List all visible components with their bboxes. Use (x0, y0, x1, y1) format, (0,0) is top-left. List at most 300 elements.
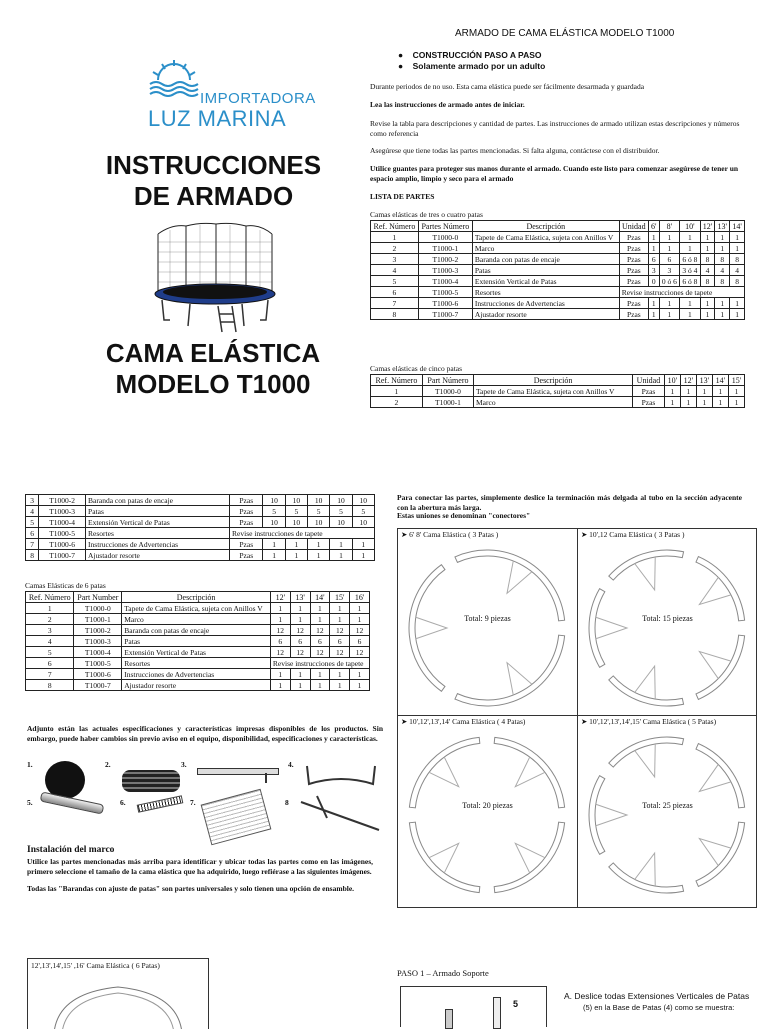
table-cell: 4 (730, 265, 745, 276)
table-cell: Instrucciones de Advertencias (472, 298, 619, 309)
table-cell: 1 (350, 680, 370, 691)
table-cell: 10 (285, 517, 307, 528)
frame-tube-segment (696, 635, 745, 699)
table-header-cell: Descripción (472, 221, 619, 232)
table-cell: 1 (350, 669, 370, 680)
leg-segment (699, 764, 731, 791)
table-header-row (371, 221, 745, 232)
table-cell: 1 (648, 298, 659, 309)
table1-caption: Camas elásticas de tres o cuatro patas (370, 210, 483, 219)
table-header-cell: 14' (730, 221, 745, 232)
leg-segment (515, 843, 545, 873)
table-cell: 1 (680, 232, 700, 243)
table-row (371, 287, 745, 298)
table-cell: 6 (26, 528, 39, 539)
table-cell: 1 (696, 386, 712, 397)
table-cell: T1000-4 (74, 647, 122, 658)
table-cell: 8 (371, 309, 419, 320)
frame-tube-segment (589, 589, 605, 668)
table-cell: Marco (122, 614, 271, 625)
frame-install-p2: Todas las "Barandas con ajuste de patas" son partes universales y solo tienen una opción de ensamble. (27, 884, 355, 893)
diagram-label: ➤ 10',12 Cama Elástica ( 3 Patas ) (581, 530, 685, 539)
table-cell: 5 (263, 506, 285, 517)
parts-pictures (25, 758, 385, 838)
table-cell: 6 (330, 636, 350, 647)
table-cell: 1 (330, 539, 352, 550)
frame-diagram (578, 529, 757, 715)
table-row (371, 397, 745, 408)
leg-base-foot (265, 773, 267, 783)
bullet-dot-icon: ● (398, 50, 404, 60)
leg-segment (507, 663, 532, 695)
table-cell: 12 (310, 647, 330, 658)
table-cell: 10 (352, 495, 374, 506)
table-cell: 1 (712, 386, 728, 397)
table-cell: 4 (26, 636, 74, 647)
table-cell: 1 (310, 669, 330, 680)
frame-diagram (398, 529, 577, 715)
frame-ring-diagram (402, 730, 572, 900)
sun-waves-icon (144, 58, 204, 98)
parts-table-5-legs-continued (25, 494, 375, 561)
step1-title: PASO 1 – Armado Soporte (397, 968, 489, 978)
table-cell: Pzas (633, 386, 665, 397)
table-header-cell: 15' (330, 592, 350, 603)
frame-tube-segment (409, 737, 479, 807)
bullet-2 (398, 61, 545, 71)
table-cell: 6 (350, 636, 370, 647)
diagram-label: ➤ 6' 8' Cama Elástica ( 3 Patas ) (401, 530, 499, 539)
table-cell: 6 (371, 287, 419, 298)
table-cell: 10 (308, 495, 330, 506)
table-row (371, 265, 745, 276)
table-cell: Ajustador resorte (122, 680, 271, 691)
table-row (26, 495, 375, 506)
table-row (26, 647, 370, 658)
table-cell: 12 (270, 625, 290, 636)
table-cell: 1 (730, 243, 745, 254)
frame-diagram (578, 716, 757, 902)
table-header-cell: Part Número (422, 375, 473, 386)
table-cell: 12 (350, 625, 370, 636)
table-cell: Revise instrucciones de tapete (619, 287, 744, 298)
leg-segment (507, 561, 532, 593)
cover-title-1: INSTRUCCIONES (105, 150, 322, 180)
u-leg-picture (303, 762, 379, 790)
intro-p5: Utilice guantes para proteger sus manos durante el armado. Cuando este listo para comenzar asegúrese de tener un espacio amplio, limpio y seco para el armado (370, 164, 739, 183)
table-cell: Extensión Vertical de Patas (86, 517, 230, 528)
diagram-label: ➤ 10',12',13',14',15' Cama Elástica ( 5 Patas) (581, 717, 717, 726)
table-cell: 1 (648, 243, 659, 254)
table-cell: 1 (330, 669, 350, 680)
table-cell: Ajustador resorte (472, 309, 619, 320)
table-cell: 4 (700, 265, 715, 276)
table-cell: T1000-4 (418, 276, 472, 287)
table-cell: 12 (290, 625, 310, 636)
frame-tube-segment (589, 776, 605, 855)
table-header-cell: 10' (680, 221, 700, 232)
table-cell: 6 (26, 658, 74, 669)
frame-tube-segment (696, 822, 745, 886)
part-label-7: 7. (190, 798, 196, 807)
table-row (26, 603, 370, 614)
table-row (26, 539, 375, 550)
table-header-cell: 8' (659, 221, 679, 232)
table-cell: Patas (472, 265, 619, 276)
table-row (26, 614, 370, 625)
table-cell: 1 (715, 309, 730, 320)
part-label-2: 2. (105, 760, 111, 769)
diagram-6-legs (27, 958, 209, 1029)
part-label-6: 6. (120, 798, 126, 807)
frame-tube-segment (409, 822, 479, 892)
table-header-cell: Unidad (619, 221, 648, 232)
table-header-row (26, 592, 370, 603)
table-cell: T1000-0 (418, 232, 472, 243)
table-row (26, 625, 370, 636)
table-cell: 1 (290, 603, 310, 614)
spec-note: Adjunto están las actuales especificaciones y características impresas disponibles de los productos. Sin embargo, puede haber cambios sin previo aviso en el equipo, disponibilidad, especificaciones y características. (27, 724, 383, 743)
frame-tube-segment (609, 676, 684, 706)
table-cell: 1 (659, 232, 679, 243)
spring-picture (137, 795, 184, 812)
table-row (371, 309, 745, 320)
table-cell: 10 (263, 495, 285, 506)
part-label-3: 3. (181, 760, 187, 769)
table-header-cell: Ref. Número (371, 221, 419, 232)
table-cell: 1 (330, 603, 350, 614)
table-header-cell: 12' (700, 221, 715, 232)
table-cell: Pzas (230, 506, 263, 517)
table-row (371, 254, 745, 265)
table-header-row (371, 375, 745, 386)
table-row (26, 506, 375, 517)
spring-puller-picture (297, 792, 383, 836)
table-cell: T1000-3 (39, 506, 86, 517)
table-cell: Pzas (633, 397, 665, 408)
table-header-cell: 12' (680, 375, 696, 386)
table-cell: 12 (330, 647, 350, 658)
table-cell: 3 (648, 265, 659, 276)
table-cell: 3 (659, 265, 679, 276)
table-cell: T1000-5 (418, 287, 472, 298)
bullet-dot-icon: ● (398, 61, 404, 71)
table-cell: 1 (664, 386, 680, 397)
part-label-4: 4. (288, 760, 294, 769)
table-cell: 1 (330, 680, 350, 691)
table-cell: Extensión Vertical de Patas (122, 647, 271, 658)
diagram-total: Total: 9 piezas (464, 614, 511, 623)
frame-ring-diagram (582, 543, 752, 713)
step1-a: A. Deslice todas Extensiones Verticales de Patas (564, 991, 750, 1001)
table-cell: T1000-3 (74, 636, 122, 647)
frame-diagrams (397, 528, 757, 908)
company-logo (140, 58, 316, 138)
table-header-cell: 14' (310, 592, 330, 603)
frame-install-title: Instalación del marco (27, 845, 115, 855)
table-row (371, 232, 745, 243)
table-cell: 8 (730, 254, 745, 265)
leg-segment (699, 839, 731, 866)
diagram-total: Total: 25 piezas (642, 801, 693, 810)
table-cell: Instrucciones de Advertencias (86, 539, 230, 550)
step1-a-2: (5) en la Base de Patas (4) como se muestra: (583, 1003, 735, 1012)
intro-p2: Lea las instrucciones de armado antes de iniciar. (370, 100, 525, 109)
table-cell: 1 (696, 397, 712, 408)
table-cell: 5 (26, 647, 74, 658)
table-cell: 1 (648, 232, 659, 243)
table-cell: 12 (270, 647, 290, 658)
table-cell: 1 (728, 386, 744, 397)
table-cell: 1 (308, 539, 330, 550)
table-header-cell: 13' (696, 375, 712, 386)
table-cell: T1000-1 (418, 243, 472, 254)
frame-tube-segment (455, 550, 565, 621)
table-row (26, 669, 370, 680)
table-cell: T1000-2 (39, 495, 86, 506)
table-cell: 0 (648, 276, 659, 287)
bullet-2-text: Solamente armado por un adulto (412, 61, 546, 71)
intro-p3: Revise la tabla para descripciones y cantidad de partes. Las instrucciones de armado utilizan estas descripciones y números como referencia (370, 119, 740, 138)
table-cell: 12 (330, 625, 350, 636)
table-cell: 5 (26, 517, 39, 528)
cover-product-2: MODELO T1000 (115, 369, 311, 399)
table-cell: 7 (371, 298, 419, 309)
table-cell: 2 (371, 243, 419, 254)
diagram-total: Total: 20 piezas (462, 801, 513, 810)
table-header-cell: 15' (728, 375, 744, 386)
diagram-total: Total: 15 piezas (642, 614, 693, 623)
table-cell: 1 (680, 309, 700, 320)
table-cell: 5 (285, 506, 307, 517)
table-cell: 3 (371, 254, 419, 265)
cover-title-2: DE ARMADO (133, 181, 294, 211)
table-cell: 8 (700, 276, 715, 287)
part-label-5: 5. (27, 798, 33, 807)
frame-tube-segment (455, 635, 565, 706)
table-cell: 1 (680, 243, 700, 254)
table-cell: 1 (715, 232, 730, 243)
table-row (26, 550, 375, 561)
table-header-cell: 13' (715, 221, 730, 232)
table-cell: 1 (648, 309, 659, 320)
table-cell: 6 (659, 254, 679, 265)
frame-tube-segment (494, 737, 564, 807)
table-cell: 1 (330, 614, 350, 625)
table-cell: Pzas (619, 309, 648, 320)
table-cell: 1 (715, 243, 730, 254)
trampoline-illustration (150, 222, 280, 334)
table-row (26, 517, 375, 528)
table-cell: Pzas (230, 495, 263, 506)
table-cell: Ajustador resorte (86, 550, 230, 561)
table-cell: Patas (86, 506, 230, 517)
table-cell: T1000-7 (74, 680, 122, 691)
table-cell: 1 (310, 614, 330, 625)
parts-table-6-legs (25, 591, 370, 691)
table-header-cell: Unidad (633, 375, 665, 386)
leg-segment (429, 757, 459, 787)
connect-p2: Estas uniones se denominan "conectores" (397, 511, 531, 520)
table-cell: Pzas (619, 254, 648, 265)
table-cell: Pzas (230, 539, 263, 550)
leg-segment (429, 843, 459, 873)
frame-tube-segment (609, 550, 684, 580)
table-cell: 1 (700, 243, 715, 254)
table-header-cell: Part Number (74, 592, 122, 603)
table-cell: 6 ó 8 (680, 276, 700, 287)
table-cell: 1 (350, 614, 370, 625)
table-cell: 5 (308, 506, 330, 517)
table4-caption: Camas Elásticas de 6 patas (25, 581, 106, 590)
table-cell: 8 (715, 276, 730, 287)
frame-ring-diagram (402, 543, 572, 713)
leg-segment (699, 652, 731, 679)
table-cell: T1000-6 (418, 298, 472, 309)
table-cell: 1 (330, 550, 352, 561)
diagram-label: ➤ 10',12',13',14' Cama Elástica ( 4 Patas) (401, 717, 526, 726)
table-cell: 10 (352, 517, 374, 528)
table-cell: 5 (352, 506, 374, 517)
table-cell: T1000-0 (422, 386, 473, 397)
frame-tubes-picture (122, 770, 180, 792)
table-header-cell: Descripción (122, 592, 271, 603)
table-cell: 3 ó 4 (680, 265, 700, 276)
table-row (26, 658, 370, 669)
table-cell: 1 (263, 550, 285, 561)
table-cell: T1000-6 (74, 669, 122, 680)
table-cell: Pzas (619, 276, 648, 287)
table-cell: 10 (285, 495, 307, 506)
table-row (371, 276, 745, 287)
table-header-cell: 16' (350, 592, 370, 603)
step1-picture (400, 986, 547, 1027)
table-cell: Resortes (472, 287, 619, 298)
table-cell: 1 (712, 397, 728, 408)
table-cell: 6 ó 8 (680, 254, 700, 265)
table-cell: 1 (730, 232, 745, 243)
table-cell: 8 (700, 254, 715, 265)
leg-segment (699, 577, 731, 604)
logo-line1: IMPORTADORA (200, 90, 316, 107)
table-cell: 1 (270, 614, 290, 625)
part-label-1: 1. (27, 760, 33, 769)
table-cell: 6 (648, 254, 659, 265)
table-cell: T1000-4 (39, 517, 86, 528)
table-cell: 0 ó 6 (659, 276, 679, 287)
table-cell: 1 (290, 614, 310, 625)
table-cell: 12 (310, 625, 330, 636)
table-cell: Baranda con patas de encaje (122, 625, 271, 636)
connect-p1: Para conectar las partes, simplemente deslice la terminación más delgada al tubo en la sección adyacente con la abertura más larga. (397, 493, 742, 512)
table-cell: 1 (285, 550, 307, 561)
table-cell: 12 (350, 647, 370, 658)
table-cell: 1 (263, 539, 285, 550)
table-row (371, 243, 745, 254)
table-cell: 10 (263, 517, 285, 528)
table-cell: Marco (474, 397, 633, 408)
table-cell: 1 (290, 669, 310, 680)
table-cell: 5 (330, 506, 352, 517)
table-cell: Tapete de Cama Elástica, sujeta con Anillos V (472, 232, 619, 243)
table-cell: 1 (270, 680, 290, 691)
table-cell: T1000-7 (39, 550, 86, 561)
table-cell: 1 (371, 232, 419, 243)
table-header-cell: Descripción (474, 375, 633, 386)
table-cell: 8 (26, 680, 74, 691)
table-cell: 1 (730, 298, 745, 309)
frame-tube-segment (696, 744, 745, 808)
table-cell: 1 (26, 603, 74, 614)
table-cell: Tapete de Cama Elástica, sujeta con Anillos V (474, 386, 633, 397)
table-cell: 2 (371, 397, 423, 408)
table-header-cell: Ref. Número (26, 592, 74, 603)
table2-caption: Camas elásticas de cinco patas (370, 364, 463, 373)
table-cell: T1000-6 (39, 539, 86, 550)
table-cell: 8 (26, 550, 39, 561)
table-cell: T1000-1 (74, 614, 122, 625)
frame-tube-segment (409, 565, 445, 692)
table-cell: 1 (270, 669, 290, 680)
table-cell: Instrucciones de Advertencias (122, 669, 271, 680)
diagram-6-label: 12',13',14',15' ,16' Cama Elástica ( 6 Patas) (31, 961, 160, 970)
parts-table-5-legs (370, 374, 745, 408)
frame-ring-diagram (38, 973, 198, 1029)
frame-tube-segment (696, 557, 745, 621)
frame-tube-segment (609, 863, 684, 893)
table-cell: 1 (350, 603, 370, 614)
table-header-cell: 6' (648, 221, 659, 232)
table-cell: T1000-2 (418, 254, 472, 265)
parts-list-title: LISTA DE PARTES (370, 192, 435, 201)
leg-segment (515, 757, 545, 787)
table-row (26, 528, 375, 539)
table-row (371, 386, 745, 397)
table-cell: 1 (680, 397, 696, 408)
bullet-1 (398, 50, 542, 60)
table-cell: 1 (659, 298, 679, 309)
table-cell: 4 (26, 506, 39, 517)
table-cell: 1 (352, 550, 374, 561)
table-row (26, 636, 370, 647)
table-cell: 1 (700, 309, 715, 320)
table-cell: 7 (26, 669, 74, 680)
table-cell: 1 (270, 603, 290, 614)
table-cell: 1 (310, 603, 330, 614)
table-cell: 6 (270, 636, 290, 647)
table-row (26, 680, 370, 691)
table-cell: 3 (26, 495, 39, 506)
logo-line2: LUZ MARINA (148, 106, 287, 131)
cover-product-1: CAMA ELÁSTICA (105, 338, 321, 368)
table-cell: 10 (330, 495, 352, 506)
table-cell: 1 (352, 539, 374, 550)
manual-picture (201, 789, 272, 846)
table-cell: 5 (371, 276, 419, 287)
table-cell: 3 (26, 625, 74, 636)
table-cell: T1000-2 (74, 625, 122, 636)
table-cell: Patas (122, 636, 271, 647)
table-header-cell: 10' (664, 375, 680, 386)
step1-part-number: 5 (513, 999, 519, 1009)
table-cell: 1 (700, 298, 715, 309)
table-cell: 2 (26, 614, 74, 625)
table-cell: Marco (472, 243, 619, 254)
table-cell: 1 (308, 550, 330, 561)
table-header-cell: Ref. Número (371, 375, 423, 386)
frame-install-p1: Utilice las partes mencionadas más arriba para identificar y ubicar todas las partes como en las imágenes, primero seleccione el tamaño de la cama elástica que ha adquirido, luego refiérase a las siguientes imágenes. (27, 857, 373, 876)
part-label-8: 8 (285, 798, 289, 807)
